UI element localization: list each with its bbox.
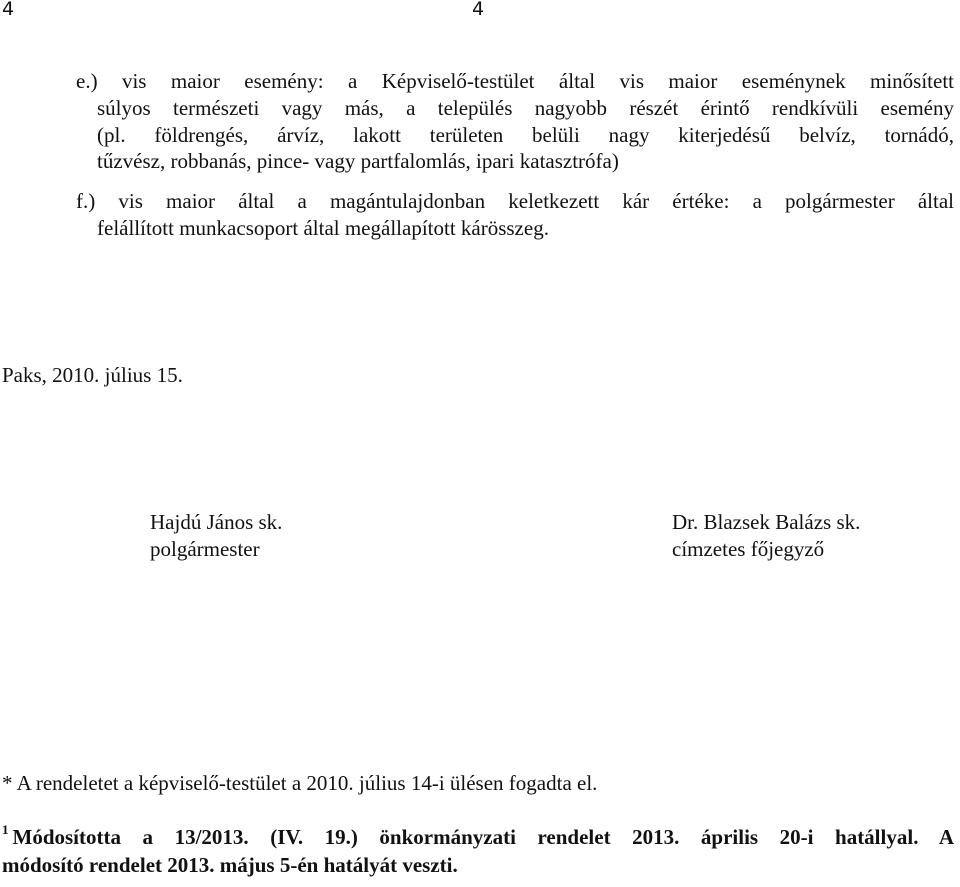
- item-e-line-3: (pl. földrengés, árvíz, lakott területen belüli nagy kiterjedésű belvíz, tornádó,: [97, 122, 954, 147]
- item-e-continuation: [76, 95, 954, 175]
- item-f-continuation: [76, 215, 954, 242]
- place-and-date: Paks, 2010. július 15.: [2, 363, 183, 387]
- list-item-f: [76, 188, 954, 242]
- item-e-line-2: súlyos természeti vagy más, a település nagyobb részét érintő rendkívüli esemény: [97, 95, 954, 120]
- mayor-title: polgármester: [150, 536, 260, 561]
- footnote-adoption: * A rendeletet a képviselő-testület a 2010. július 14-i ülésen fogadta el.: [2, 771, 598, 795]
- list-item-e: [76, 68, 954, 175]
- item-e-line-4: tűzvész, robbanás, pince- vagy partfalomlás, ipari katasztrófa): [97, 149, 619, 174]
- page-number-left: 4: [2, 0, 15, 20]
- notary-name: Dr. Blazsek Balázs sk.: [672, 510, 861, 534]
- footnote-marker: 1: [2, 822, 9, 837]
- footnote-amendment-line-2: módosító rendelet 2013. május 5-én hatályát veszti.: [2, 853, 458, 877]
- notary-title: címzetes főjegyző: [672, 536, 825, 561]
- footnote-amendment: [2, 823, 954, 879]
- footnote-amendment-line-1: [2, 823, 954, 851]
- page-number-right: 4: [472, 0, 485, 20]
- item-f-line-2: felállított munkacsoport által megállapított kárösszeg.: [97, 215, 549, 240]
- item-e-line-1: e.) vis maior esemény: a Képviselő-testület által vis maior eseménynek minősített: [76, 69, 954, 93]
- item-f-line-1: f.) vis maior által a magántulajdonban keletkezett kár értéke: a polgármester által: [76, 189, 954, 213]
- footnote-amendment-text-1: Módosította a 13/2013. (IV. 19.) önkormányzati rendelet 2013. április 20-i hatállyal. A: [12, 825, 954, 849]
- mayor-name: Hajdú János sk.: [150, 510, 283, 534]
- signature-block-notary: [672, 509, 860, 562]
- signature-block-mayor: [150, 509, 282, 562]
